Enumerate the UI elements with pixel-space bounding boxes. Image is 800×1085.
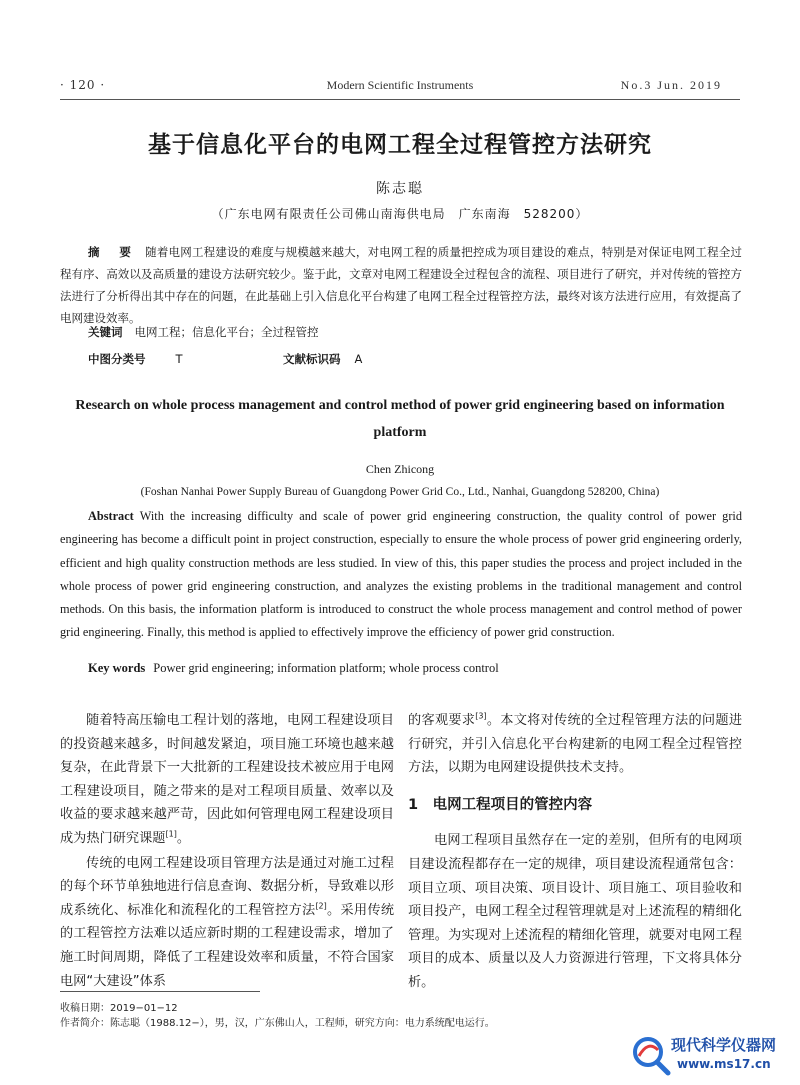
issue-info: No.3 Jun. 2019 [620,78,722,92]
watermark-logo [628,1030,788,1080]
watermark-url: www.ms17.cn [677,1057,771,1071]
watermark-name: 现代科学仪器网 [671,1036,777,1054]
keywords-cn [88,324,319,340]
footnote-received: 收稿日期：2019−01−12 [60,1003,178,1014]
citation-ref: [3] [475,711,487,721]
abstract-cn [60,241,742,329]
classification-cn-label: 中图分类号 [88,352,146,366]
journal-name: Modern Scientific Instruments [326,78,474,92]
keywords-en-text: Power grid engineering; information platform; whole process control [153,661,499,675]
keywords-cn-label: 关键词 [88,325,123,339]
paper-title-en: Research on whole process management and control method of power grid engineering based on information platform [75,398,725,440]
keywords-en-label: Key words [88,661,146,675]
keywords-cn-text: 电网工程；信息化平台；全过程管控 [134,325,319,339]
body-left-column [60,709,394,993]
abstract-cn-text: 随着电网工程建设的难度与规模越来越大，对电网工程的质量把控成为项目建设的难点，特别是对保证电网工程全过程有序、高效以及高质量的建设方法研究较少。鉴于此，文章对电网工程建设全过程包含的流程、项目进行了研究，并对传统的管控方法进行了分析得出其中存在的问题，在此基础上引入信息化平台构建了电网工程全过程管控方法，最终对该方法进行应用，有效提高了电网建设效率。 [60,245,742,325]
body-paragraph: 的客观要求[3]。本文将对传统的全过程管理方法的问题进行研究，并引入信息化平台构建新的电网工程全过程管控方法，以期为电网建设提供技术支持。 [408,711,743,776]
paper-title-cn: 基于信息化平台的电网工程全过程管控方法研究 [148,132,652,158]
citation-ref: [2] [315,901,327,911]
header-divider [60,99,740,100]
page-number: · 120 · [60,78,106,92]
affiliation-cn: （广东电网有限责任公司佛山南海供电局 广东南海 528200） [211,207,589,221]
citation-ref: [1] [165,829,177,839]
footnote-divider [60,991,260,992]
body-paragraph: 随着特高压输电工程计划的落地，电网工程建设项目的投资越来越多，时间越发紧迫，项目施工环境也越来越复杂，在此背景下一大批新的工程建设技术被应用于电网工程建设项目，随之带来的是对工程项目质量、效率以及收益的要求越来越严苛，因此如何管理电网工程建设项目成为热门研究课题[1]。 [60,713,394,846]
doc-code-cn [283,351,362,367]
abstract-en-label: Abstract [88,509,134,523]
body-paragraph: 传统的电网工程建设项目管理方法是通过对施工过程的每个环节单独地进行信息查询、数据分析，导致难以形成系统化、标准化和流程化的工程管控方法[2]。采用传统的工程管控方法难以适应新时期的工程建设需求，增加了施工时间周期，降低了工程建设效率和质量，不符合国家电网“大建设”体系 [60,855,395,989]
keywords-en [88,661,499,676]
abstract-en-text: With the increasing difficulty and scale of power grid engineering construction, the quality control of power grid engineering has become a difficult point in project construction, especially to ensure the whole process of power grid engineering orderly, efficient and high quality construction methods are less studied. In view of this, this paper studies the process and project included in the whole process of power grid engineering construction, and analyzes the existing problems in the traditional management and control methods. On this basis, the information platform is introduced to construct the whole process management and control method of power grid engineering. Finally, this method is applied to effectively improve the efficiency of power grid construction. [60,509,742,640]
classification-cn [88,351,183,367]
body-paragraph: 电网工程项目虽然存在一定的差别，但所有的电网项目建设流程都存在一定的规律，项目建设流程通常包含：项目立项、项目决策、项目设计、项目施工、项目验收和项目投产，电网工程全过程管理就是对上述流程的精细化管理。为实现对上述流程的精细化管理，就要对电网工程项目的成本、质量以及人力资源进行管理，下文将具体分析。 [408,833,742,990]
doc-code-cn-value: A [354,352,363,366]
author-en: Chen Zhicong [365,462,435,476]
body-right-column [408,709,742,995]
classification-cn-value: T [175,352,183,366]
doc-code-cn-label: 文献标识码 [283,352,341,366]
author-cn: 陈志聪 [376,181,424,197]
section-heading: 1 电网工程项目的管控内容 [408,796,593,813]
magnifier-logo-icon [630,1034,672,1076]
affiliation-en: (Foshan Nanhai Power Supply Bureau of Guangdong Power Grid Co., Ltd., Nanhai, Guangdong 528200, China) [140,486,660,498]
abstract-en [60,505,742,645]
footnote-author-info: 作者简介：陈志聪（1988.12−），男，汉，广东佛山人，工程师，研究方向：电力系统配电运行。 [60,1018,495,1029]
abstract-cn-label: 摘 要 [88,245,136,259]
